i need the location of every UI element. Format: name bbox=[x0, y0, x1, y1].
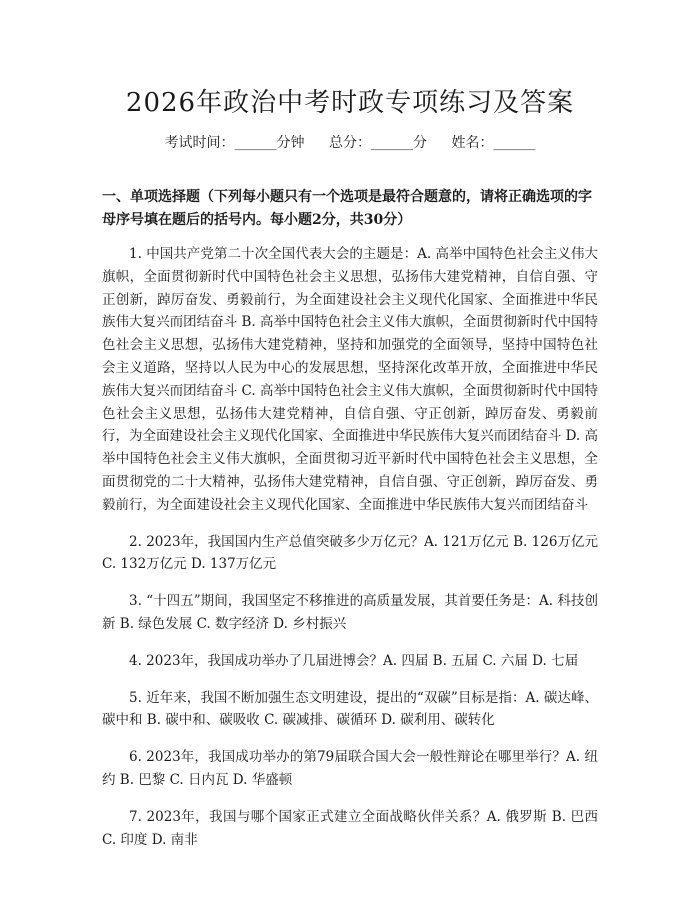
total-score-label: 总分：______分 bbox=[329, 135, 427, 151]
question-7: 7. 2023年，我国与哪个国家正式建立全面战略伙伴关系？A. 俄罗斯 B. 巴西 C. 印度 D. 南非 bbox=[102, 808, 598, 848]
question-6: 6. 2023年，我国成功举办的第79届联合国大会一般性辩论在哪里举行？A. 纽约 B. 巴黎 C. 日内瓦 D. 华盛顿 bbox=[102, 749, 598, 788]
question-5: 5. 近年来，我国不断加强生态文明建设，提出的“双碳”目标是指：A. 碳达峰、碳中和 B. 碳中和、碳吸收 C. 碳减排、碳循环 D. 碳利用、碳转化 bbox=[102, 689, 598, 729]
question-list bbox=[102, 243, 598, 865]
question-3: 3. “十四五”期间，我国坚定不移推进的高质量发展，其首要任务是：A. 科技创新 B. 绿色发展 C. 数字经济 D. 乡村振兴 bbox=[102, 593, 598, 632]
section-heading: 一、单项选择题（下列每小题只有一个选项是最符合题意的，请将正确选项的字母序号填在题后的括号内。每小题2分，共30分） bbox=[102, 189, 592, 228]
exam-time-label: 考试时间：______分钟 bbox=[164, 135, 305, 151]
exam-info-line bbox=[0, 132, 700, 152]
page-title: 2026年政治中考时政专项练习及答案 bbox=[125, 88, 575, 118]
question-2: 2. 2023年，我国国内生产总值突破多少万亿元？A. 121万亿元 B. 126万亿元 C. 132万亿元 D. 137万亿元 bbox=[102, 533, 598, 573]
question-1: 1. 中国共产党第二十次全国代表大会的主题是：A. 高举中国特色社会主义伟大旗帜，全面贯彻新时代中国特色社会主义思想，弘扬伟大建党精神，自信自强、守正创新，踔厉奋发、勇毅前行，为全面建设社会主义现代化国家、全面推进中华民族伟大复兴而团结奋斗 B. 高举中国特色社会主义伟大旗帜，全面贯彻新时代中国特色社会主义思想，弘扬伟大建党精神，坚持和加强党的全面领导，坚持中国特色社会主义道路，坚持以人民为中心的发展思想，坚持深化改革开放，全面推进中华民族伟大复兴而团结奋斗 C. 高举中国特色社会主义伟大旗帜，全面贯彻新时代中国特色社会主义思想，弘扬伟大建党精神，自信自强、守正创新，踔厉奋发、勇毅前行，为全面建设社会主义现代化国家、全面推进中华民族伟大复兴而团结奋斗 D. 高举中国特色社会主义伟大旗帜，全面贯彻习近平新时代中国特色社会主义思想，全面贯彻党的二十大精神，弘扬伟大建党精神，自信自强、守正创新，踔厉奋发、勇毅前行，为全面建设社会主义现代化国家、全面推进中华民族伟大复兴而团结奋斗 bbox=[102, 246, 598, 513]
question-4: 4. 2023年，我国成功举办了几届进博会？A. 四届 B. 五届 C. 六届 D. 七届 bbox=[129, 652, 579, 669]
student-name-label: 姓名：______ bbox=[451, 135, 536, 151]
